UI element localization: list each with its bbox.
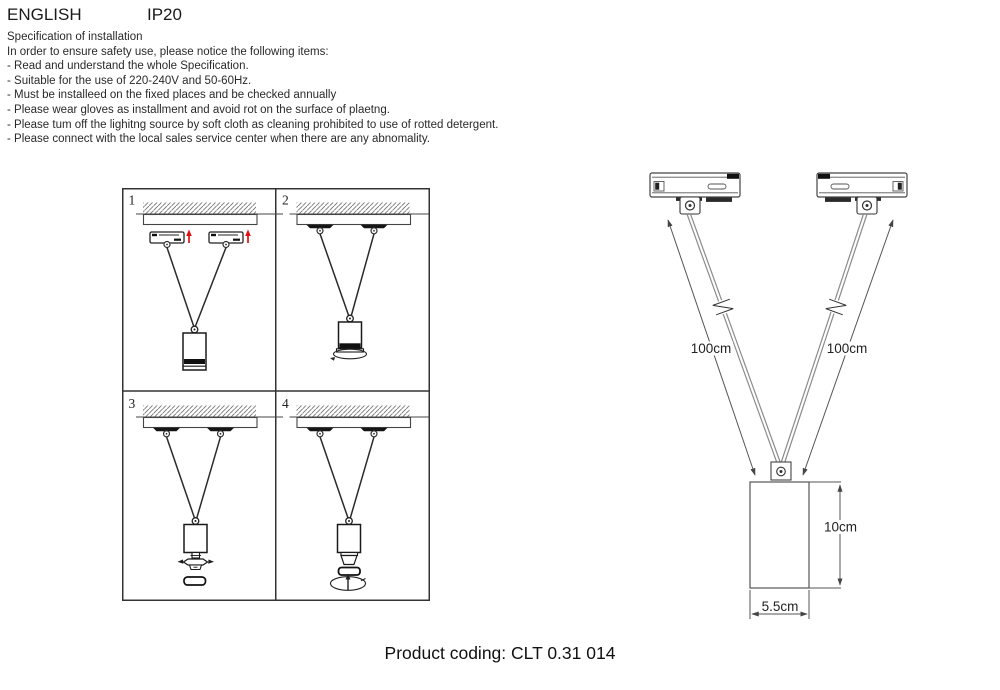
- insert-up-arrow-icon: [186, 230, 192, 244]
- pendant-light-assembled: [331, 518, 366, 591]
- step-panel-1: [129, 193, 284, 371]
- pendant-light: [330, 315, 367, 361]
- spec-item: - Must be installeed on the fixed places and be checked annually: [7, 89, 337, 102]
- dimension-drawing: [630, 160, 960, 630]
- suspension-cable: [320, 437, 348, 519]
- width-dimension: [750, 590, 809, 619]
- step-panel-2: [282, 193, 430, 361]
- spec-item: - Please wear gloves as installment and avoid rot on the surface of plaetng.: [7, 103, 390, 116]
- track-adapter-right: [817, 173, 907, 214]
- cable-length-label-left: 100cm: [690, 340, 732, 356]
- suspension-cable: [351, 234, 374, 316]
- spec-title: Specification of installation: [7, 31, 143, 43]
- track-adapter-detached: [150, 232, 184, 248]
- step-number-1: 1: [128, 192, 136, 208]
- fixture-body: [750, 482, 809, 588]
- lamp-bulb: [341, 556, 357, 565]
- suspension-cable: [197, 437, 221, 519]
- trim-ring: [339, 568, 361, 576]
- spec-item: - Read and understand the whole Specification.: [7, 60, 249, 73]
- lamp-bulb: [178, 559, 215, 570]
- trim-ring: [184, 577, 206, 585]
- installation-steps-diagram: [122, 188, 430, 601]
- product-coding: Product coding: CLT 0.31 014: [384, 643, 616, 663]
- fixture-height-label: 10cm: [823, 519, 858, 535]
- ceiling-hatch: [143, 203, 256, 214]
- suspension-cable: [350, 437, 374, 519]
- step-number-3: 3: [128, 396, 136, 411]
- screw-rotate-icon: [331, 574, 366, 591]
- suspension-cable-left: [687, 214, 781, 463]
- cable-junction-fitting: [771, 462, 791, 480]
- pendant-light: [183, 326, 206, 370]
- suspension-cable: [320, 234, 349, 316]
- track-adapter-left: [650, 173, 740, 214]
- spec-item: - Please connect with the local sales service center when there are any abnomality.: [7, 133, 430, 146]
- step-number-2: 2: [282, 192, 289, 208]
- suspension-cable: [167, 248, 194, 327]
- cable-break-icon: [826, 299, 846, 315]
- ip-rating-label: IP20: [147, 5, 182, 24]
- rotate-arrow-head: [330, 357, 335, 361]
- cable-break-icon: [713, 299, 733, 315]
- suspension-cable: [167, 437, 195, 519]
- height-dimension: [809, 482, 859, 588]
- step-number-4: 4: [282, 396, 289, 411]
- spec-item: - Please tum off the lighitng source by soft cloth as cleaning prohibited to use of rotted detergent.: [7, 118, 499, 131]
- step-panel-4: [282, 396, 430, 591]
- insert-up-arrow-icon: [245, 230, 251, 244]
- pendant-light-exploded: [178, 518, 215, 585]
- specification-block: [7, 30, 647, 147]
- fixture-width-label: 5.5cm: [761, 599, 799, 614]
- language-label: ENGLISH: [7, 5, 82, 24]
- spec-item: - Suitable for the use of 220-240V and 50-60Hz.: [7, 74, 252, 87]
- suspension-cable-right: [781, 214, 867, 463]
- step-panel-3: [129, 396, 284, 585]
- track-rail: [144, 215, 258, 225]
- suspension-cable: [195, 248, 226, 327]
- cable-length-label-right: 100cm: [826, 340, 868, 356]
- spec-intro: In order to ensure safety use, please notice the following items:: [7, 45, 329, 58]
- track-adapter-detached: [209, 232, 243, 248]
